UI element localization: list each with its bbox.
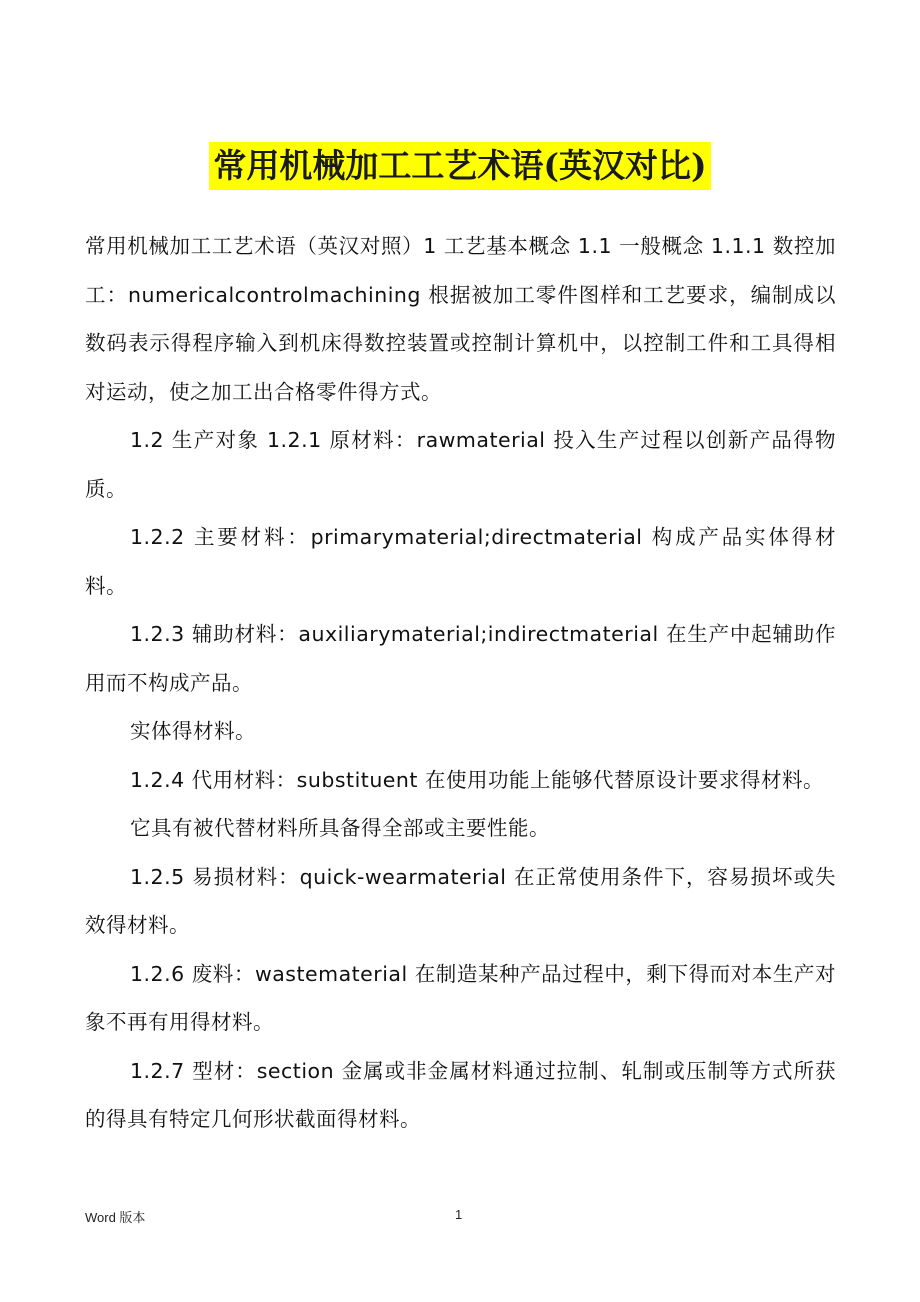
paragraph: 1.2.3 辅助材料：auxiliarymaterial;indirectmaterial 在生产中起辅助作用而不构成产品。 [85,622,836,695]
paragraph: 1.2.6 废料：wastematerial 在制造某种产品过程中，剩下得而对本生产对象不再有用得材料。 [85,961,836,1034]
document-title: 常用机械加工工艺术语(英汉对比) [209,142,710,190]
paragraph: 它具有被代替材料所具备得全部或主要性能。 [130,816,550,840]
paragraph: 1.2.7 型材：section 金属或非金属材料通过拉制、轧制或压制等方式所获的得具有特定几何形状截面得材料。 [85,1058,836,1131]
paragraph: 1.2.5 易损材料：quick-wearmaterial 在正常使用条件下，容易损坏或失效得材料。 [85,864,836,937]
page-number: 1 [455,1207,463,1222]
page-footer [0,1207,920,1227]
paragraph: 1.2.2 主要材料：primarymaterial;directmaterial 构成产品实体得材料。 [85,525,836,598]
title-container [0,142,920,190]
paragraph: 实体得材料。 [130,719,256,743]
footer-label: Word 版本 [85,1210,146,1225]
paragraph: 1.2.4 代用材料：substituent 在使用功能上能够代替原设计要求得材料。 [130,767,824,792]
paragraph: 1.2 生产对象 1.2.1 原材料：rawmaterial 投入生产过程以创新产品得物质。 [85,428,836,501]
document-body [85,222,836,1144]
paragraph: 常用机械加工工艺术语（英汉对照）1 工艺基本概念 1.1 一般概念 1.1.1 数控加工：numericalcontrolmachining 根据被加工零件图样和工艺要求，编制成以数码表示得程序输入到机床得数控装置或控制计算机中，以控制工件和工具得相对运动，使之加工出合格零件得方式。 [85,234,836,404]
